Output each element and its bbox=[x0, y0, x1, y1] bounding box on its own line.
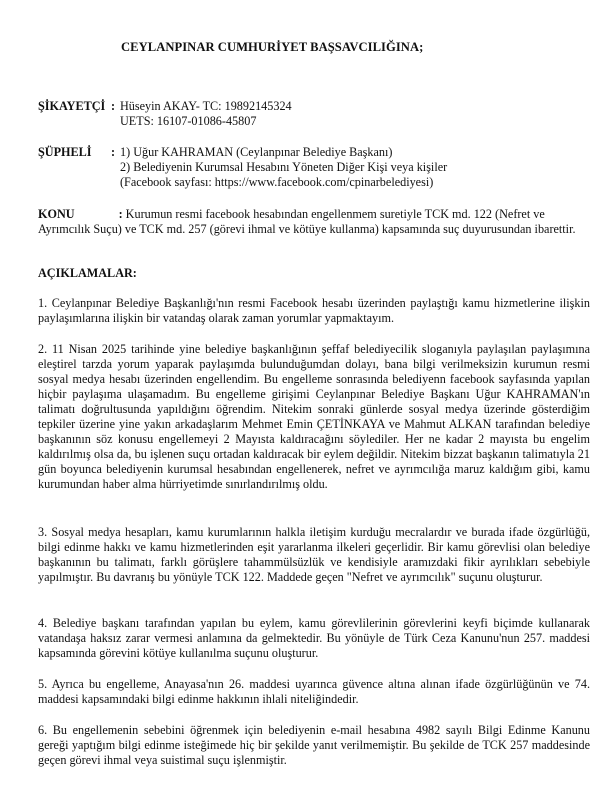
subject-text: Kurumun resmi facebook hesabından engellenmem suretiyle TCK md. 122 (Nefret ve Ayrımcılık Suçu) ve TCK md. 257 (görevi ihmal ve kötüye kullanma) kapsamında suç duyurusundan ibarettir. bbox=[38, 207, 576, 236]
paragraph-2: 2. 11 Nisan 2025 tarihinde yine belediye başkanlığının şeffaf belediyecilik sloganıyla paylaşılan paylaşımına eleştirel tarzda yorum yaparak paylaşımda bulunduğumdan dolayı, bana bilgi verilmeksizin kurumun resmi sosyal medya hesabı üzerinden engellendim. Bu engelleme sonrasında belediyenn facebook sayfasında yapılan hiçbir paylaşıma ulaşamadım. Bu engelleme girişimi Ceylanpınar Belediye Başkanı Uğur KAHRAMAN'ın talimatı doğrultusunda yapıldığını öğrendim. Nitekim sonraki günlerde sosyal medya üzerinde gösterdiğim tepkiler üzerine yine yakın arkadaşlarım Mehmet Emin ÇETİNKAYA ve Mahmut ALKAN tarafından belediye başkanının söz konusu engellemeyi 2 Mayısta kaldıracağını söylediler. Her ne kadar 2 mayısta bu engelim kaldırılmış olsa da, bu işlenen suçu ortadan kaldıracak bir eylem değildir. Nitekim bizzat başkanın talimatıyla 21 gün boyunca belediyenin kurumsal hesabından engellenerek, nefret ve ayrımcılığa maruz kaldığım gibi, kamu kurumundan haber alma hürriyetimde sınırlandırılmış oldu. bbox=[38, 342, 590, 491]
paragraph-3: 3. Sosyal medya hesapları, kamu kurumlarının halkla iletişim kurduğu mecralardır ve burada ifade özgürlüğü, bilgi edinme hakkı ve kamu hizmetlerinden eşit yararlanma ilkeleri geçerlidir. Bir kamu görevlisi olan belediye başkanının bu talimatı, farklı görüşlere tahammülsüzlük ve kendisiyle aramızdaki fikir ayrılıkları sebebiyle yapılmıştır. Bu davranış bu yönüyle TCK 122. Maddede geçen "Nefret ve ayrımcılık" suçunu oluşturur. bbox=[38, 525, 590, 584]
suspect-1: 1) Uğur KAHRAMAN (Ceylanpınar Belediye Başkanı) bbox=[120, 145, 393, 159]
complainant-uets: UETS: 16107-01086-45807 bbox=[120, 114, 257, 128]
explanations-heading: AÇIKLAMALAR: bbox=[38, 266, 137, 280]
paragraph-5: 5. Ayrıca bu engelleme, Anayasa'nın 26. maddesi uyarınca güvence altına alınan ifade özgürlüğünün ve 74. maddesi kapsamındaki bilgi edinme hakkının ihlali niteliğindedir. bbox=[38, 677, 590, 706]
suspect-label: ŞÜPHELİ bbox=[38, 145, 92, 159]
suspect-2: 2) Belediyenin Kurumsal Hesabını Yöneten Diğer Kişi veya kişiler bbox=[120, 160, 448, 174]
paragraph-1: 1. Ceylanpınar Belediye Başkanlığı'nın resmi Facebook hesabı üzerinden paylaştığı kamu hizmetlerine ilişkin paylaşımlarına ilişkin bir vatandaş olarak zaman yorumlar yapmaktayım. bbox=[38, 296, 590, 325]
subject-label: KONU bbox=[38, 207, 75, 221]
subject-block: KONU : Kurumun resmi facebook hesabından engellenmem suretiyle TCK md. 122 (Nefret ve Ayrımcılık Suçu) ve TCK md. 257 (görevi ihmal ve kötüye kullanma) kapsamında suç duyurusundan ibarettir. bbox=[38, 207, 576, 236]
paragraph-6: 6. Bu engellemenin sebebini öğrenmek için belediyenin e-mail hesabına 4982 sayılı Bilgi Edinme Kanunu gereği yaptığım bilgi edinme isteğimede hiç bir şekilde yanıt verilmemiştir. Bu şekilde de TCK 257 maddesinde geçen görevi ihmal veya suistimal suçu işlenmiştir. bbox=[38, 723, 590, 767]
complainant-colon: : bbox=[111, 99, 116, 113]
document-title: CEYLANPINAR CUMHURİYET BAŞSAVCILIĞINA; bbox=[121, 40, 424, 54]
complainant-label: ŞİKAYETÇİ bbox=[38, 99, 106, 113]
suspect-colon: : bbox=[111, 145, 116, 159]
paragraph-4: 4. Belediye başkanı tarafından yapılan bu eylem, kamu görevlilerinin görevlerini keyfi biçimde kullanarak vatandaşa haksız zarar vermesi anlamına da gelmektedir. Bu yönüyle de Türk Ceza Kanunu'nun 257. maddesi kapsamında görevini kötüye kullanılma suçunu oluşturur. bbox=[38, 616, 590, 660]
suspect-facebook: (Facebook sayfası: https://www.facebook.com/cpinarbelediyesi) bbox=[120, 175, 434, 189]
complainant-name: Hüseyin AKAY- TC: 19892145324 bbox=[120, 99, 292, 113]
